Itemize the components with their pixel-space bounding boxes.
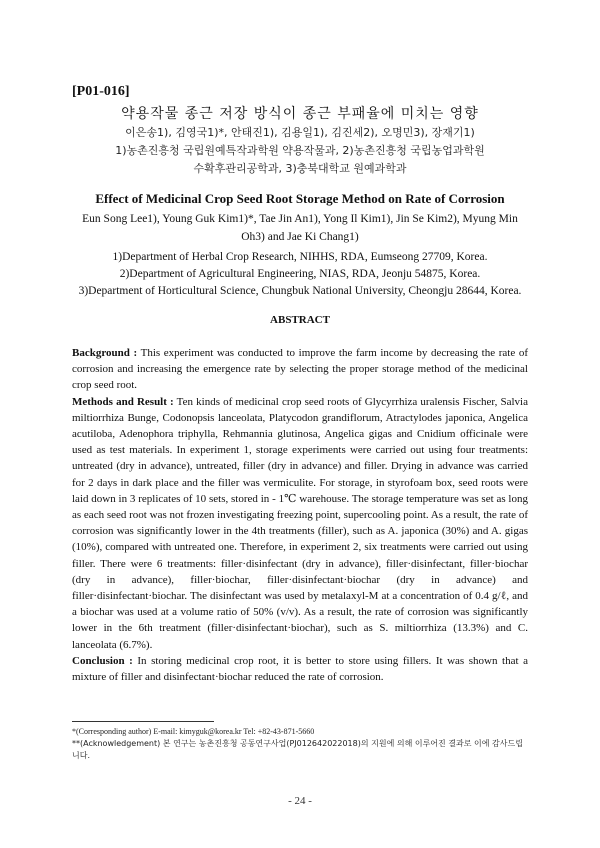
background-text: This experiment was conducted to improve the farm income by decreasing the rate of corrosion and increasing the emergence rate by selecting the proper storage method of the medicinal crop seed root. (72, 347, 528, 392)
conclusion-label: Conclusion : (72, 654, 133, 667)
english-authors-line-2: Oh3) and Jae Ki Chang1) (241, 231, 359, 243)
english-affiliation-2: 2)Department of Agricultural Engineering, NIAS, RDA, Jeonju 54875, Korea. (119, 268, 481, 280)
methods-label: Methods and Result : (72, 395, 174, 408)
english-affiliation-3: 3)Department of Horticultural Science, Chungbuk National University, Cheongju 28644, Korea. (78, 285, 522, 297)
background-label: Background : (72, 347, 138, 359)
conclusion-text: In storing medicinal crop root, it is better to store using fillers. It was shown that a mixture of filler and disinfectant·biochar reduced the rate of corrosion. (72, 654, 528, 684)
conclusion-paragraph (72, 653, 528, 685)
footnote-divider (72, 721, 214, 722)
abstract-body (72, 345, 528, 685)
korean-authors: 이은송1), 김영국1)*, 안태진1), 김용일1), 김진세2), 오명민3), 장재기1) (125, 126, 475, 139)
footnote-corresponding-author: *(Corresponding author) E-mail: kimyguk@korea.kr Tel: +82-43-871-5660 (72, 727, 315, 736)
korean-affiliation-line-2: 수확후관리공학과, 3)충북대학교 원예과학과 (193, 162, 407, 175)
footnote-acknowledgement: **(Acknowledgement) 본 연구는 농촌진흥청 공동연구사업(PJ012642022018)의 지원에 의해 이루어진 결과로 이에 감사드립니다. (72, 739, 523, 760)
background-paragraph (72, 345, 528, 394)
korean-affiliation-line-1: 1)농촌진흥청 국립원예특작과학원 약용작물과, 2)농촌진흥청 국립농업과학원 (115, 144, 485, 157)
page-number: - 24 - (288, 795, 312, 807)
methods-text: Ten kinds of medicinal crop seed roots of Glycyrrhiza uralensis Fischer, Salvia miltiorrhiza Bunge, Codonopsis lanceolata, Platycodon grandiflorum, Atractylodes japonica, Angelica acutiloba, Adenophora triphylla, Rehmannia glutinosa, Angelica gigas and Cnidium officinale were used as test materials. In experiment 1, storage experiments were carried out using four treatments: untreated (dry in advance), untreated, filler (dry in advance) and filler. Drying in advance was carried for 2 days in dark place and the filler was vermiculite. For storage, in styrofoam box, seed roots were laid down in 3 replicates of 10 sets, stored in - 1℃ warehouse. The storage temperature was set as long as each seed root was not frozen investigating freezing point, supercooling point. As a result, the rate of corrosion was significantly lower in the 4th treatments (filler), such as A. japonica (30%) and A. gigas (10%), compared with untreated one. Therefore, in experiment 2, six treatments were carried out using filler. There were 6 treatments: filler·disinfectant (dry in advance), filler·disinfectant, filler·biochar (dry in advance), filler·biochar, filler·disinfectant·biochar (dry in advance) and filler·disinfectant·biochar. The disinfectant was used by metalaxyl-M at a concentration of 0.4 g/ℓ, and a biochar was used at a volume ratio of 50% (v/v). As a result, the rate of corrosion was significantly lower in the 6th treatment (filler·disinfectant·biochar), such as S. miltiorrhiza (13.3%) and C. lanceolata (6.7%). (72, 395, 528, 651)
abstract-code: [P01-016] (72, 84, 130, 99)
english-authors-line-1: Eun Song Lee1), Young Guk Kim1)*, Tae Jin An1), Yong Il Kim1), Jin Se Kim2), Myung Min (82, 213, 518, 225)
english-title: Effect of Medicinal Crop Seed Root Storage Method on Rate of Corrosion (95, 191, 505, 206)
english-affiliation-1: 1)Department of Herbal Crop Research, NIHHS, RDA, Eumseong 27709, Korea. (112, 251, 488, 263)
footnotes (72, 726, 528, 762)
methods-paragraph (72, 394, 528, 653)
abstract-heading: ABSTRACT (270, 314, 330, 326)
korean-title: 약용작물 종근 저장 방식이 종근 부패율에 미치는 영향 (121, 106, 479, 122)
